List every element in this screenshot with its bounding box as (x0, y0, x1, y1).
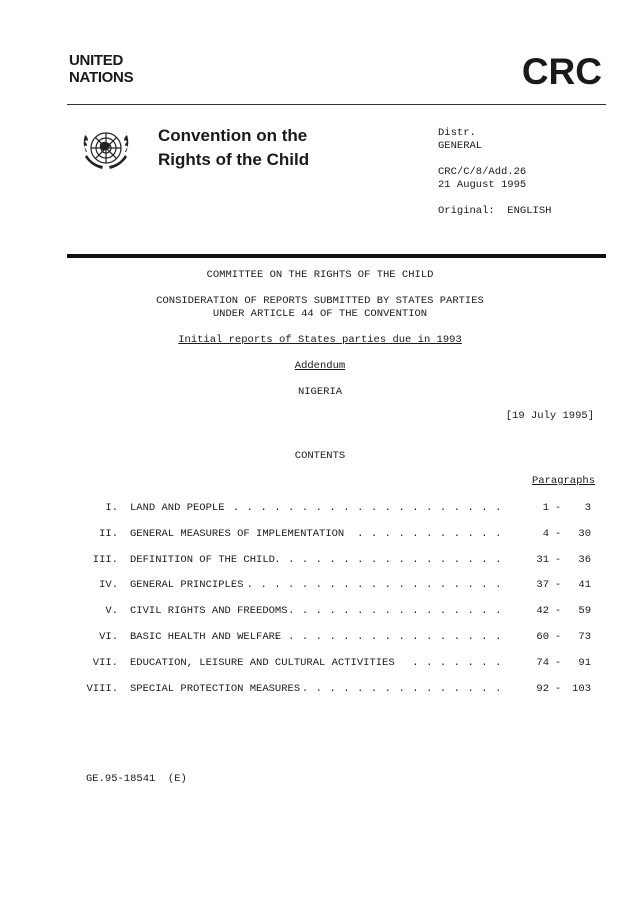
country-name: NIGERIA (297, 386, 343, 398)
toc-range-start: 42 (536, 605, 549, 617)
organization-name (69, 52, 133, 86)
org-line-1: UNITED (69, 52, 124, 69)
submission-date: [19 July 1995] (505, 410, 594, 422)
toc-dot-leader: . . . . . . . . . . . . . . . . . (274, 631, 502, 643)
toc-range-start: 74 (536, 657, 549, 669)
job-number: GE.95-18541 (E) (86, 773, 187, 785)
toc-dot-leader: . . . . . . . . . . . . . . . . . (274, 554, 502, 566)
toc-dot-leader: . . . . . . . . . . . . . . . . . . . . . (219, 502, 502, 514)
toc-paragraph-range (525, 554, 595, 566)
toc-range-end: 103 (572, 683, 591, 695)
initial-reports-heading (0, 334, 640, 347)
org-line-2: NATIONS (69, 69, 134, 86)
toc-range-start: 1 (542, 502, 549, 514)
toc-range-end: 59 (578, 605, 591, 617)
document-symbol: CRC/C/8/Add.26 (438, 166, 527, 178)
toc-section-number: VI. (99, 631, 118, 643)
toc-range-dash: - (554, 528, 562, 540)
toc-range-dash: - (554, 631, 562, 643)
toc-section-title: LAND AND PEOPLE (130, 502, 225, 514)
toc-dot-leader: . . . . . . . . . . . . . . . . (288, 605, 502, 617)
convention-title-line-2: Rights of the Child (158, 150, 310, 169)
toc-paragraph-range (525, 528, 595, 540)
toc-range-end: 3 (584, 502, 591, 514)
toc-section-number: VIII. (86, 683, 118, 695)
toc-paragraph-range (525, 579, 595, 591)
toc-section-number: VII. (92, 657, 118, 669)
toc-paragraph-range (525, 502, 595, 514)
toc-paragraph-range (525, 605, 595, 617)
toc-section-title: SPECIAL PROTECTION MEASURES (130, 683, 301, 695)
un-emblem-icon (76, 122, 136, 178)
toc-section-title: GENERAL PRINCIPLES (130, 579, 244, 591)
toc-range-dash: - (554, 502, 562, 514)
toc-range-dash: - (554, 683, 562, 695)
toc-range-start: 31 (536, 554, 549, 566)
toc-range-end: 73 (578, 631, 591, 643)
initial-reports-text: Initial reports of States parties due in 1993 (178, 334, 462, 346)
toc-section-number: II. (99, 528, 118, 540)
toc-section-number: V. (105, 605, 118, 617)
toc-range-end: 30 (578, 528, 591, 540)
toc-range-end: 36 (578, 554, 591, 566)
distribution-value: GENERAL (438, 140, 483, 152)
committee-heading: COMMITTEE ON THE RIGHTS OF THE CHILD (206, 269, 434, 281)
header-thick-divider (67, 254, 606, 258)
header-divider (67, 104, 606, 105)
toc-range-dash: - (554, 657, 562, 669)
toc-range-dash: - (554, 554, 562, 566)
distribution-label: Distr. (438, 127, 476, 139)
toc-range-start: 60 (536, 631, 549, 643)
toc-row (0, 528, 640, 542)
toc-dot-leader: . . . . . . . . . . . . . . . (301, 683, 502, 695)
toc-dot-leader: . . . . . . . . . . . . . . . . . . . (246, 579, 502, 591)
toc-paragraph-range (525, 631, 595, 643)
toc-range-dash: - (554, 605, 562, 617)
contents-heading: CONTENTS (294, 450, 346, 462)
consideration-heading-line-2: UNDER ARTICLE 44 OF THE CONVENTION (212, 308, 428, 320)
toc-row (0, 657, 640, 671)
toc-range-end: 41 (578, 579, 591, 591)
toc-section-title: CIVIL RIGHTS AND FREEDOMS (130, 605, 288, 617)
toc-row (0, 683, 640, 697)
paragraphs-heading: Paragraphs (531, 475, 595, 487)
original-language: Original: ENGLISH (438, 205, 552, 217)
document-series-symbol: CRC (521, 51, 602, 92)
toc-section-number: IV. (99, 579, 118, 591)
toc-paragraph-range (525, 683, 595, 695)
toc-section-number: III. (92, 554, 118, 566)
toc-paragraph-range (525, 657, 595, 669)
toc-section-title: EDUCATION, LEISURE AND CULTURAL ACTIVITIES (130, 657, 395, 669)
convention-title-line-1: Convention on the (158, 126, 308, 145)
toc-row (0, 605, 640, 619)
toc-section-title: BASIC HEALTH AND WELFARE (130, 631, 282, 643)
toc-range-end: 91 (578, 657, 591, 669)
toc-range-start: 4 (542, 528, 549, 540)
consideration-heading-line-1: CONSIDERATION OF REPORTS SUBMITTED BY STATES PARTIES (156, 295, 484, 307)
addendum-heading (0, 360, 640, 373)
toc-section-number: I. (105, 502, 118, 514)
toc-range-start: 37 (536, 579, 549, 591)
toc-row (0, 579, 640, 593)
toc-row (0, 554, 640, 568)
toc-row (0, 631, 640, 645)
toc-dot-leader: . . . . . . . . . . . (357, 528, 502, 540)
convention-title (158, 124, 309, 172)
toc-range-dash: - (554, 579, 562, 591)
toc-section-title: GENERAL MEASURES OF IMPLEMENTATION (130, 528, 345, 540)
toc-dot-leader: . . . . . . . (412, 657, 502, 669)
toc-row (0, 502, 640, 516)
toc-range-start: 92 (536, 683, 549, 695)
addendum-text: Addendum (294, 360, 346, 372)
document-date: 21 August 1995 (438, 179, 527, 191)
toc-section-title: DEFINITION OF THE CHILD (130, 554, 275, 566)
